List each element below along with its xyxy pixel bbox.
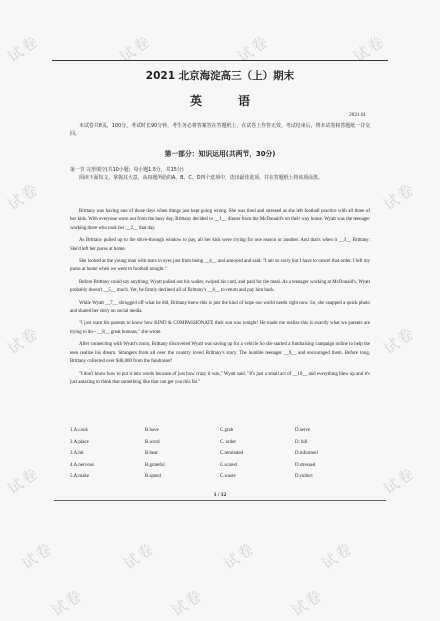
passage-paragraph: She looked at the young man with tears in eyes just from being __4__ and annoyed and said. "I am so sorry but I have to cancel that order. I left my purse at home when we went to football tonight." — [70, 259, 370, 273]
option: D.stressed — [295, 462, 316, 468]
subject-title: 英 语 — [189, 94, 262, 108]
option-row — [70, 463, 370, 475]
footer-rule — [54, 500, 386, 501]
passage-paragraph: Brittany was having one of those days when things just kept going wrong. She was tired and stressed as she left football practice with all three of her kids. With everyone worn out from the busy day, Brittany decided to __1__ dinner from the McDonald's on their way home. Wyatt was the teenager working there who took her __2__ that day. — [70, 209, 370, 231]
watermark: 试卷 — [48, 585, 87, 621]
option: C.grab — [220, 428, 234, 433]
watermark: 试卷 — [4, 31, 43, 67]
watermark: 试卷 — [380, 323, 419, 359]
instructions — [70, 122, 370, 139]
part-heading: 第一节 完形填空(共10小题；每小题1.5分，共15分) — [70, 167, 184, 173]
watermark: 试卷 — [220, 538, 259, 574]
directions-text: 阅读下面短文，掌握其大意，从每题所给的A、B、C、D四个选项中，选出最佳选项，并在答题纸上将该项涂黑。 — [79, 175, 323, 182]
section-heading-block — [70, 150, 370, 158]
passage-paragraph: While Wyatt __7__ shrugged off what he did, Brittany knew this is just the kind of hope our world needs right now. So, she snapped a quick photo and shared her story on social media. — [70, 300, 370, 315]
watermark: 试卷 — [234, 31, 273, 67]
option-row — [70, 451, 370, 463]
part-directions — [70, 166, 370, 183]
passage-paragraph: "I don't know how to put it into words because of just how crazy it was," Wyatt said. "It's just a small act of __10__ and everything blew up and it's just amazing to think that something like that can get you this far." — [70, 371, 370, 385]
watermark: 试卷 — [18, 538, 57, 574]
option: 5.A.make — [70, 474, 90, 480]
watermark: 试卷 — [4, 463, 43, 499]
answer-options — [70, 428, 370, 486]
option: B.spend — [145, 474, 161, 480]
watermark: 试卷 — [116, 31, 155, 67]
option-row — [70, 428, 370, 440]
passage-paragraph: Before Brittany could say anything, Wyatt pulled out his wallet, swiped his card, and paid for the meal. As a teenager working at McDonald's, Wyatt probably doesn't __5__ much. Yet, he firmly declined all of Brittany's __6__ to return and pay him back. — [70, 279, 370, 294]
option: C.scared — [220, 462, 237, 468]
option: D.informed — [295, 451, 318, 457]
exam-date: 2021.01 — [349, 112, 366, 118]
watermark: 试卷 — [4, 323, 43, 359]
watermark: 试卷 — [380, 179, 419, 215]
watermark: 试卷 — [288, 585, 327, 621]
option: C.reminded — [220, 451, 243, 457]
option: C. order — [220, 439, 237, 445]
watermark: 试卷 — [318, 538, 357, 574]
option-row — [70, 474, 370, 486]
option: 2.A.place — [70, 439, 89, 445]
cloze-passage — [70, 208, 370, 387]
passage-paragraph: As Brittany pulled up to the drive-through window to pay, all her kids were crying for one reason or another. And that's when it __3__ Brittany: She'd left her purse at home. — [70, 238, 370, 252]
watermark: 试卷 — [168, 585, 207, 621]
watermark: 试卷 — [380, 463, 419, 499]
option: 3.A.hit — [70, 451, 84, 457]
passage-paragraph: "I just want his parents to know how KIND & COMPASSIONATE their son was tonight! He made me realize this is exactly what we parents are trying to do-- __8__ great humans," she wrote. — [70, 321, 370, 335]
option: 4.A.nervous — [70, 462, 94, 468]
option: B.grateful — [145, 462, 165, 468]
option-row — [70, 440, 370, 452]
option: 1.A.cook — [70, 428, 88, 433]
watermark: 试卷 — [4, 179, 43, 215]
top-rule — [52, 60, 388, 61]
option: C.waste — [220, 474, 236, 480]
option: D.serve — [295, 428, 311, 433]
instructions-text: 本试卷共8页，100分。考试时长90分钟。考生务必将答案答在答题纸上，在试卷上作答无效。考试结束后，将本试卷和答题纸一并交回。 — [70, 123, 370, 138]
watermark: 试卷 — [350, 31, 389, 67]
option: B.word — [145, 439, 160, 445]
option: D.collect — [295, 474, 313, 480]
passage-paragraph: After connecting with Wyatt's mom, Brittany discovered Wyatt was saving up for a vehicle So she started a fundraising campaign online to help the teen realize his dream. Strangers from all over the country loved Brittany's story. The humble teenager __9__ and encouraged them. Before long, Brittany collected over $40,000 from the fundraiser! — [70, 342, 370, 365]
option: D. bill — [295, 439, 308, 445]
option: B.beat — [145, 451, 158, 457]
watermark: 试卷 — [120, 538, 159, 574]
section-heading: 第一部分：知识运用(共两节，30分) — [164, 150, 276, 158]
option: B.have — [145, 428, 159, 433]
exam-title: 2021 北京海淀高三（上）期末 — [145, 70, 295, 82]
page-number: 1 / 12 — [213, 492, 227, 498]
